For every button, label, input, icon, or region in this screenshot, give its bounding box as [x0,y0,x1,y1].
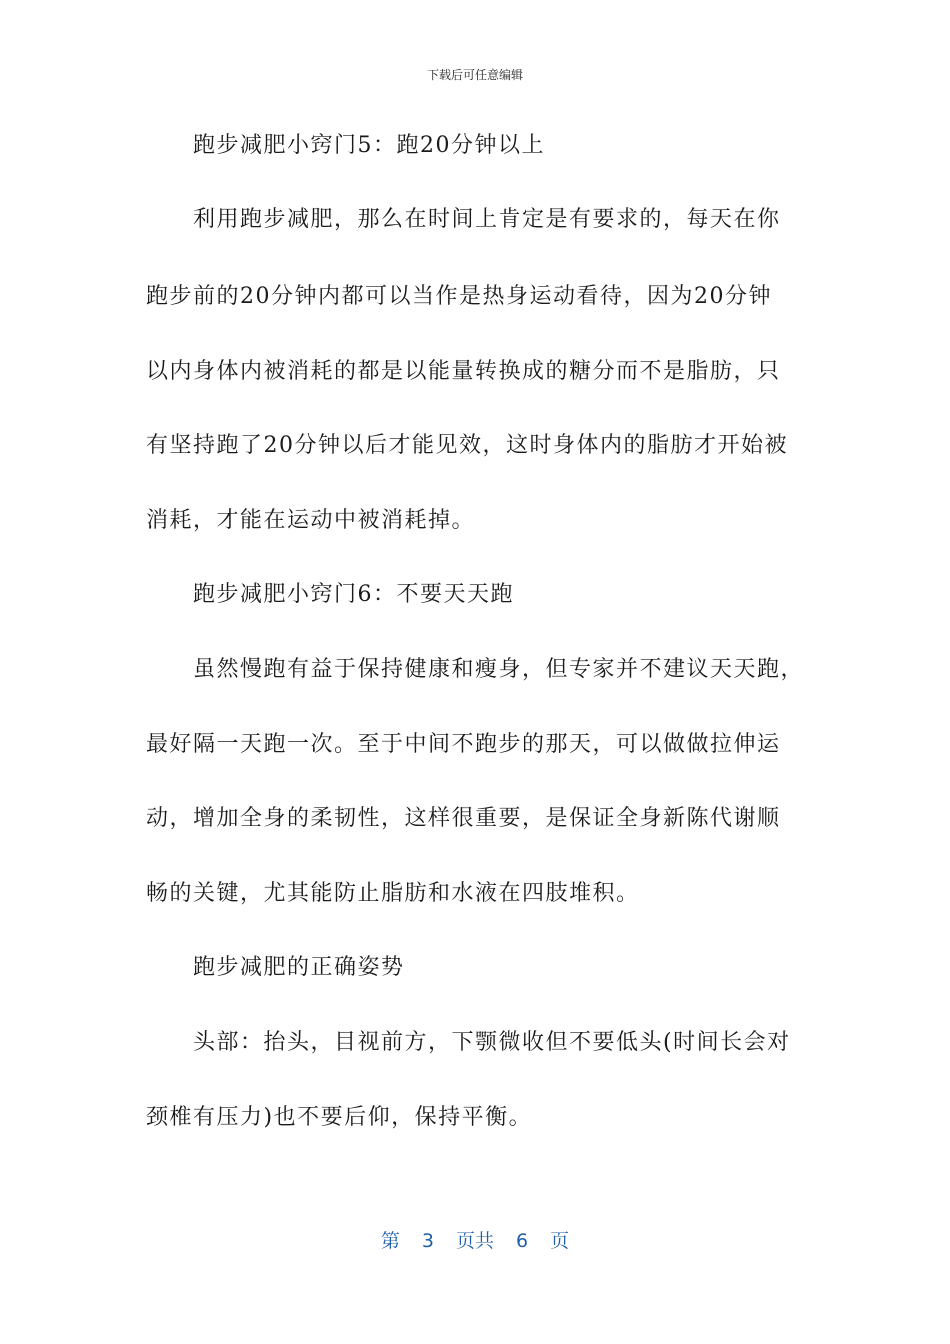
paragraph-line: 跑步前的20分钟内都可以当作是热身运动看待，因为20分钟 [146,284,772,309]
paragraph-line: 动，增加全身的柔韧性，这样很重要，是保证全身新陈代谢顺 [146,806,781,831]
paragraph-line: 虽然慢跑有益于保持健康和瘦身，但专家并不建议天天跑， [193,657,805,682]
paragraph-line: 以内身体内被消耗的都是以能量转换成的糖分而不是脂肪，只 [146,359,781,384]
paragraph-line: 颈椎有压力)也不要后仰，保持平衡。 [146,1105,533,1130]
section-heading: 跑步减肥的正确姿势 [193,955,405,980]
page-footer [0,1226,950,1253]
footer-page-number: 3 [421,1230,434,1252]
page-header: 下载后可任意编辑 [426,68,523,82]
paragraph-line: 最好隔一天跑一次。至于中间不跑步的那天，可以做做拉伸运 [146,732,781,757]
footer-total-pages: 6 [516,1230,529,1252]
footer-suffix: 页 [550,1230,570,1252]
paragraph-line: 利用跑步减肥，那么在时间上肯定是有要求的，每天在你 [193,207,781,232]
paragraph-line: 畅的关键，尤其能防止脂肪和水液在四肢堆积。 [146,881,640,906]
footer-prefix: 第 [380,1230,400,1252]
section-heading: 跑步减肥小窍门5：跑20分钟以上 [193,133,545,158]
section-heading: 跑步减肥小窍门6：不要天天跑 [193,582,514,607]
paragraph-line: 有坚持跑了20分钟以后才能见效，这时身体内的脂肪才开始被 [146,433,788,458]
paragraph-line: 头部：抬头，目视前方，下颚微收但不要低头(时间长会对 [193,1030,791,1055]
paragraph-line: 消耗，才能在运动中被消耗掉。 [146,508,476,533]
footer-middle: 页共 [455,1230,494,1252]
